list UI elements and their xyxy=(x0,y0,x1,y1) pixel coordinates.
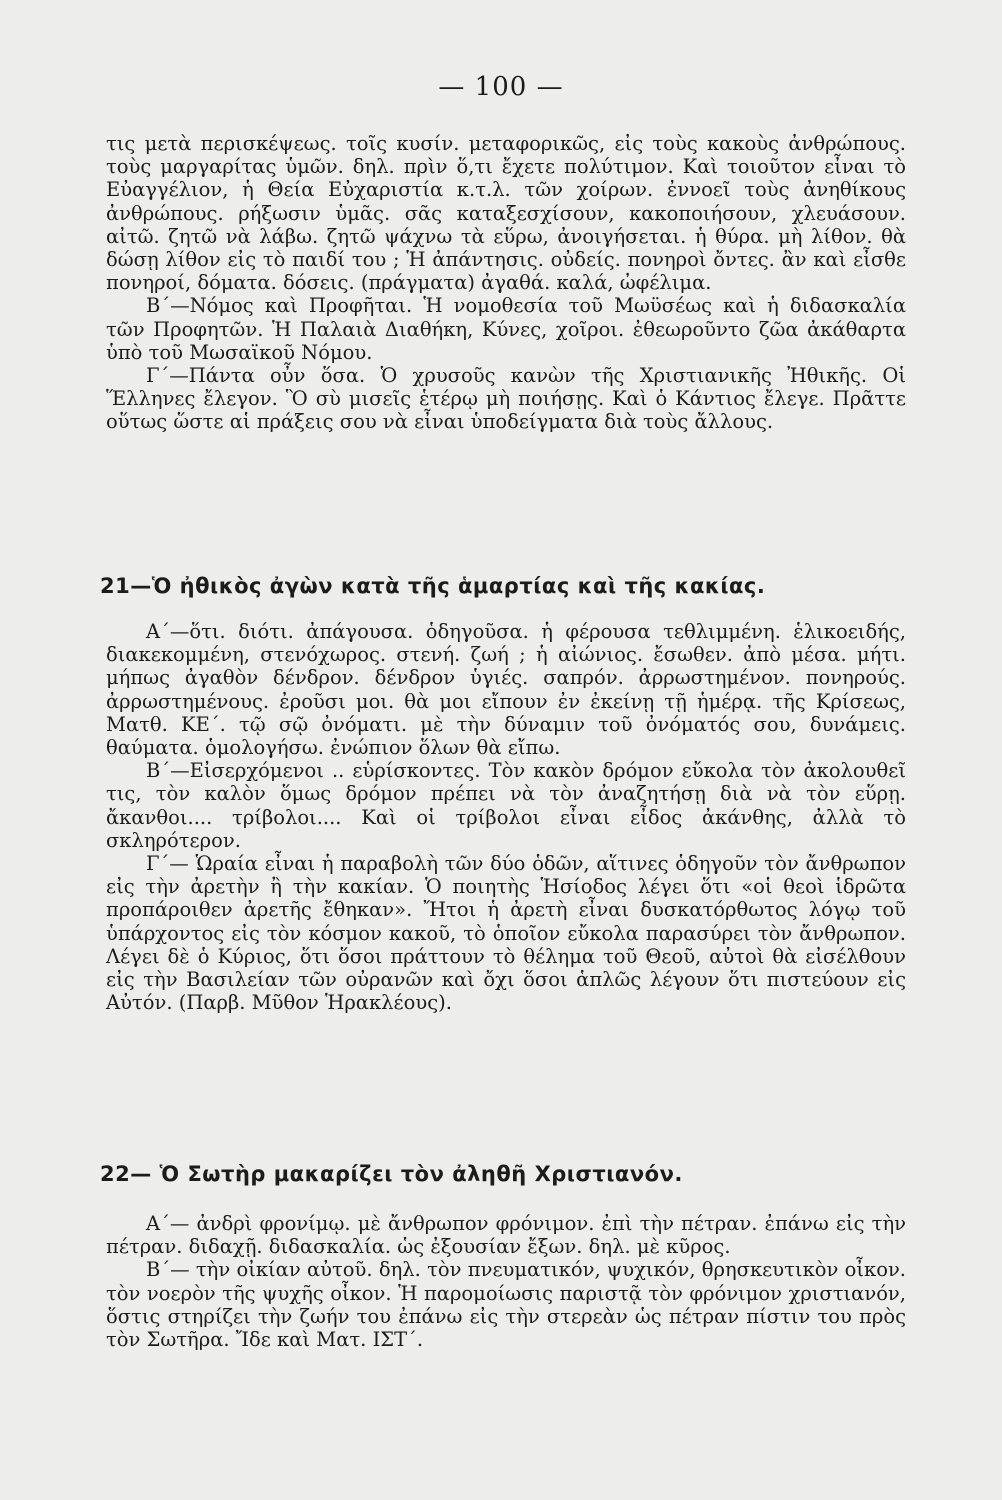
paragraph: τις μετὰ περισκέψεως. τοῖς κυσίν. μεταφορικῶς, εἰς τοὺς κακοὺς ἀνθρώπους. τοὺς μαργαρίτας ὑμῶν. δηλ. πρὶν ὅ,τι ἔχετε πολύτιμον. Καὶ τοιοῦτον εἶναι τὸ Εὐαγγέλιον, ἡ Θεία Εὐχαριστία κ.τ.λ. τῶν χοίρων. ἐννοεῖ τοὺς ἀνηθίκους ἀνθρώπους. ρήξωσιν ὑμᾶς. σᾶς καταξεσχίσουν, κακοποιήσουν, χλευάσουν. αἰτῶ. ζητῶ νὰ λάβω. ζητῶ ψάχνω τὰ εὕρω, ἀνοιγήσεται. ἡ θύρα. μὴ λίθον. θὰ δώσῃ λίθον εἰς τὸ παιδί του ; Ἡ ἀπάντησις. οὐδείς. πονηροὶ ὄντες. ἂν καὶ εἶσθε πονηροί, δόματα. δόσεις. (πράγματα) ἀγαθά. καλά, ὠφέλιμα. xyxy=(106,132,906,295)
paragraph: Β΄— τὴν οἰκίαν αὐτοῦ. δηλ. τὸν πνευματικόν, ψυχικόν, θρησκευτικὸν οἶκον. τὸν νοερὸν τῆς ψυχῆς οἶκον. Ἡ παρομοίωσις παριστᾷ τὸν φρόνιμον χριστιανόν, ὅστις στηρίζει τὴν ζωήν του ἐπάνω εἰς τὴν στερεὰν ὡς πέτραν πίστιν του πρὸς τὸν Σωτῆρα. Ἴδε καὶ Ματ. ΙΣΤ΄. xyxy=(106,1258,906,1352)
section-21-body xyxy=(106,620,906,1014)
paragraph: Γ΄—Πάντα οὖν ὅσα. Ὁ χρυσοῦς κανὼν τῆς Χριστιανικῆς Ἠθικῆς. Οἱ Ἕλληνες ἔλεγον. Ὃ σὺ μισεῖς ἑτέρῳ μὴ ποιήσῃς. Καὶ ὁ Κάντιος ἔλεγε. Πρᾶττε οὕτως ὥστε αἱ πράξεις σου νὰ εἶναι ὑποδείγματα διὰ τοὺς ἄλλους. xyxy=(106,364,906,434)
section-20-continuation xyxy=(106,132,906,434)
paragraph: Β΄—Νόμος καὶ Προφῆται. Ἡ νομοθεσία τοῦ Μωϋσέως καὶ ἡ διδασκαλία τῶν Προφητῶν. Ἡ Παλαιὰ Διαθήκη, Κύνες, χοῖροι. ἐθεωροῦντο ζῶα ἀκάθαρτα ὑπὸ τοῦ Μωσαϊκοῦ Νόμου. xyxy=(106,294,906,364)
section-22-body xyxy=(106,1212,906,1351)
paragraph: Α΄—ὅτι. διότι. ἀπάγουσα. ὁδηγοῦσα. ἡ φέρουσα τεθλιμμένη. ἑλικοειδής, διακεκομμένη, στενόχωρος. στενή. ζωή ; ἡ αἰώνιος. ἔσωθεν. ἀπὸ μέσα. μήτι. μήπως ἀγαθὸν δένδρον. δένδρον ὑγιές. σαπρόν. ἀρρωστημένον. πονηρούς. ἀρρωστημένους. ἐροῦσι μοι. θὰ μοι εἴπουν ἐν ἐκείνῃ τῇ ἡμέρᾳ. τῆς Κρίσεως, Ματθ. ΚΕ΄. τῷ σῷ ὀνόματι. μὲ τὴν δύναμιν τοῦ ὀνόματός σου, δυνάμεις. θαύματα. ὁμολογήσω. ἐνώπιον ὅλων θὰ εἴπω. xyxy=(106,620,906,760)
paragraph: Β΄—Εἰσερχόμενοι .. εὑρίσκοντες. Τὸν κακὸν δρόμον εὔκολα τὸν ἀκολουθεῖ τις, τὸν καλὸν ὅμως δρόμον πρέπει νὰ τὸν ἀναζητήσῃ διὰ νὰ τὸν εὕρῃ. ἄκανθοι.... τρίβολοι.... Καὶ οἱ τρίβολοι εἶναι εἶδος ἀκάνθης, ἀλλὰ τὸ σκληρότερον. xyxy=(106,759,906,852)
section-21-heading: 21—Ὁ ἠθικὸς ἀγὼν κατὰ τῆς ἁμαρτίας καὶ τῆς κακίας. xyxy=(100,574,766,598)
paragraph: Γ΄— Ὡραία εἶναι ἡ παραβολὴ τῶν δύο ὁδῶν, αἵτινες ὁδηγοῦν τὸν ἄνθρωπον εἰς τὴν ἀρετὴν ἢ τὴν κακίαν. Ὁ ποιητὴς Ἡσίοδος λέγει ὅτι «οἱ θεοὶ ἱδρῶτα προπάροιθεν ἀρετῆς ἔθηκαν». Ἤτοι ἡ ἀρετὴ εἶναι δυσκατόρθωτος λόγῳ τοῦ ὑπάρχοντος εἰς τὸν κόσμον κακοῦ, τὸ ὁποῖον εὔκολα παρασύρει τὸν ἄνθρωπον. Λέγει δὲ ὁ Κύριος, ὅτι ὅσοι πράττουν τὸ θέλημα τοῦ Θεοῦ, αὐτοὶ θὰ εἰσέλθουν εἰς τὴν Βασιλείαν τῶν οὐρανῶν καὶ ὄχι ὅσοι ἁπλῶς λέγουν ὅτι πιστεύουν εἰς Αὐτόν. (Παρβ. Μῦθον Ἡρακλέους). xyxy=(106,852,906,1015)
page-number: — 100 — xyxy=(438,72,564,102)
section-22-heading: 22— Ὁ Σωτὴρ μακαρίζει τὸν ἀληθῆ Χριστιανόν. xyxy=(100,1162,683,1186)
paragraph: Α΄— ἀνδρὶ φρονίμῳ. μὲ ἄνθρωπον φρόνιμον. ἐπὶ τὴν πέτραν. ἐπάνω εἰς τὴν πέτραν. διδαχῇ. διδασκαλία. ὡς ἐξουσίαν ἔξων. δηλ. μὲ κῦρος. xyxy=(106,1212,906,1259)
